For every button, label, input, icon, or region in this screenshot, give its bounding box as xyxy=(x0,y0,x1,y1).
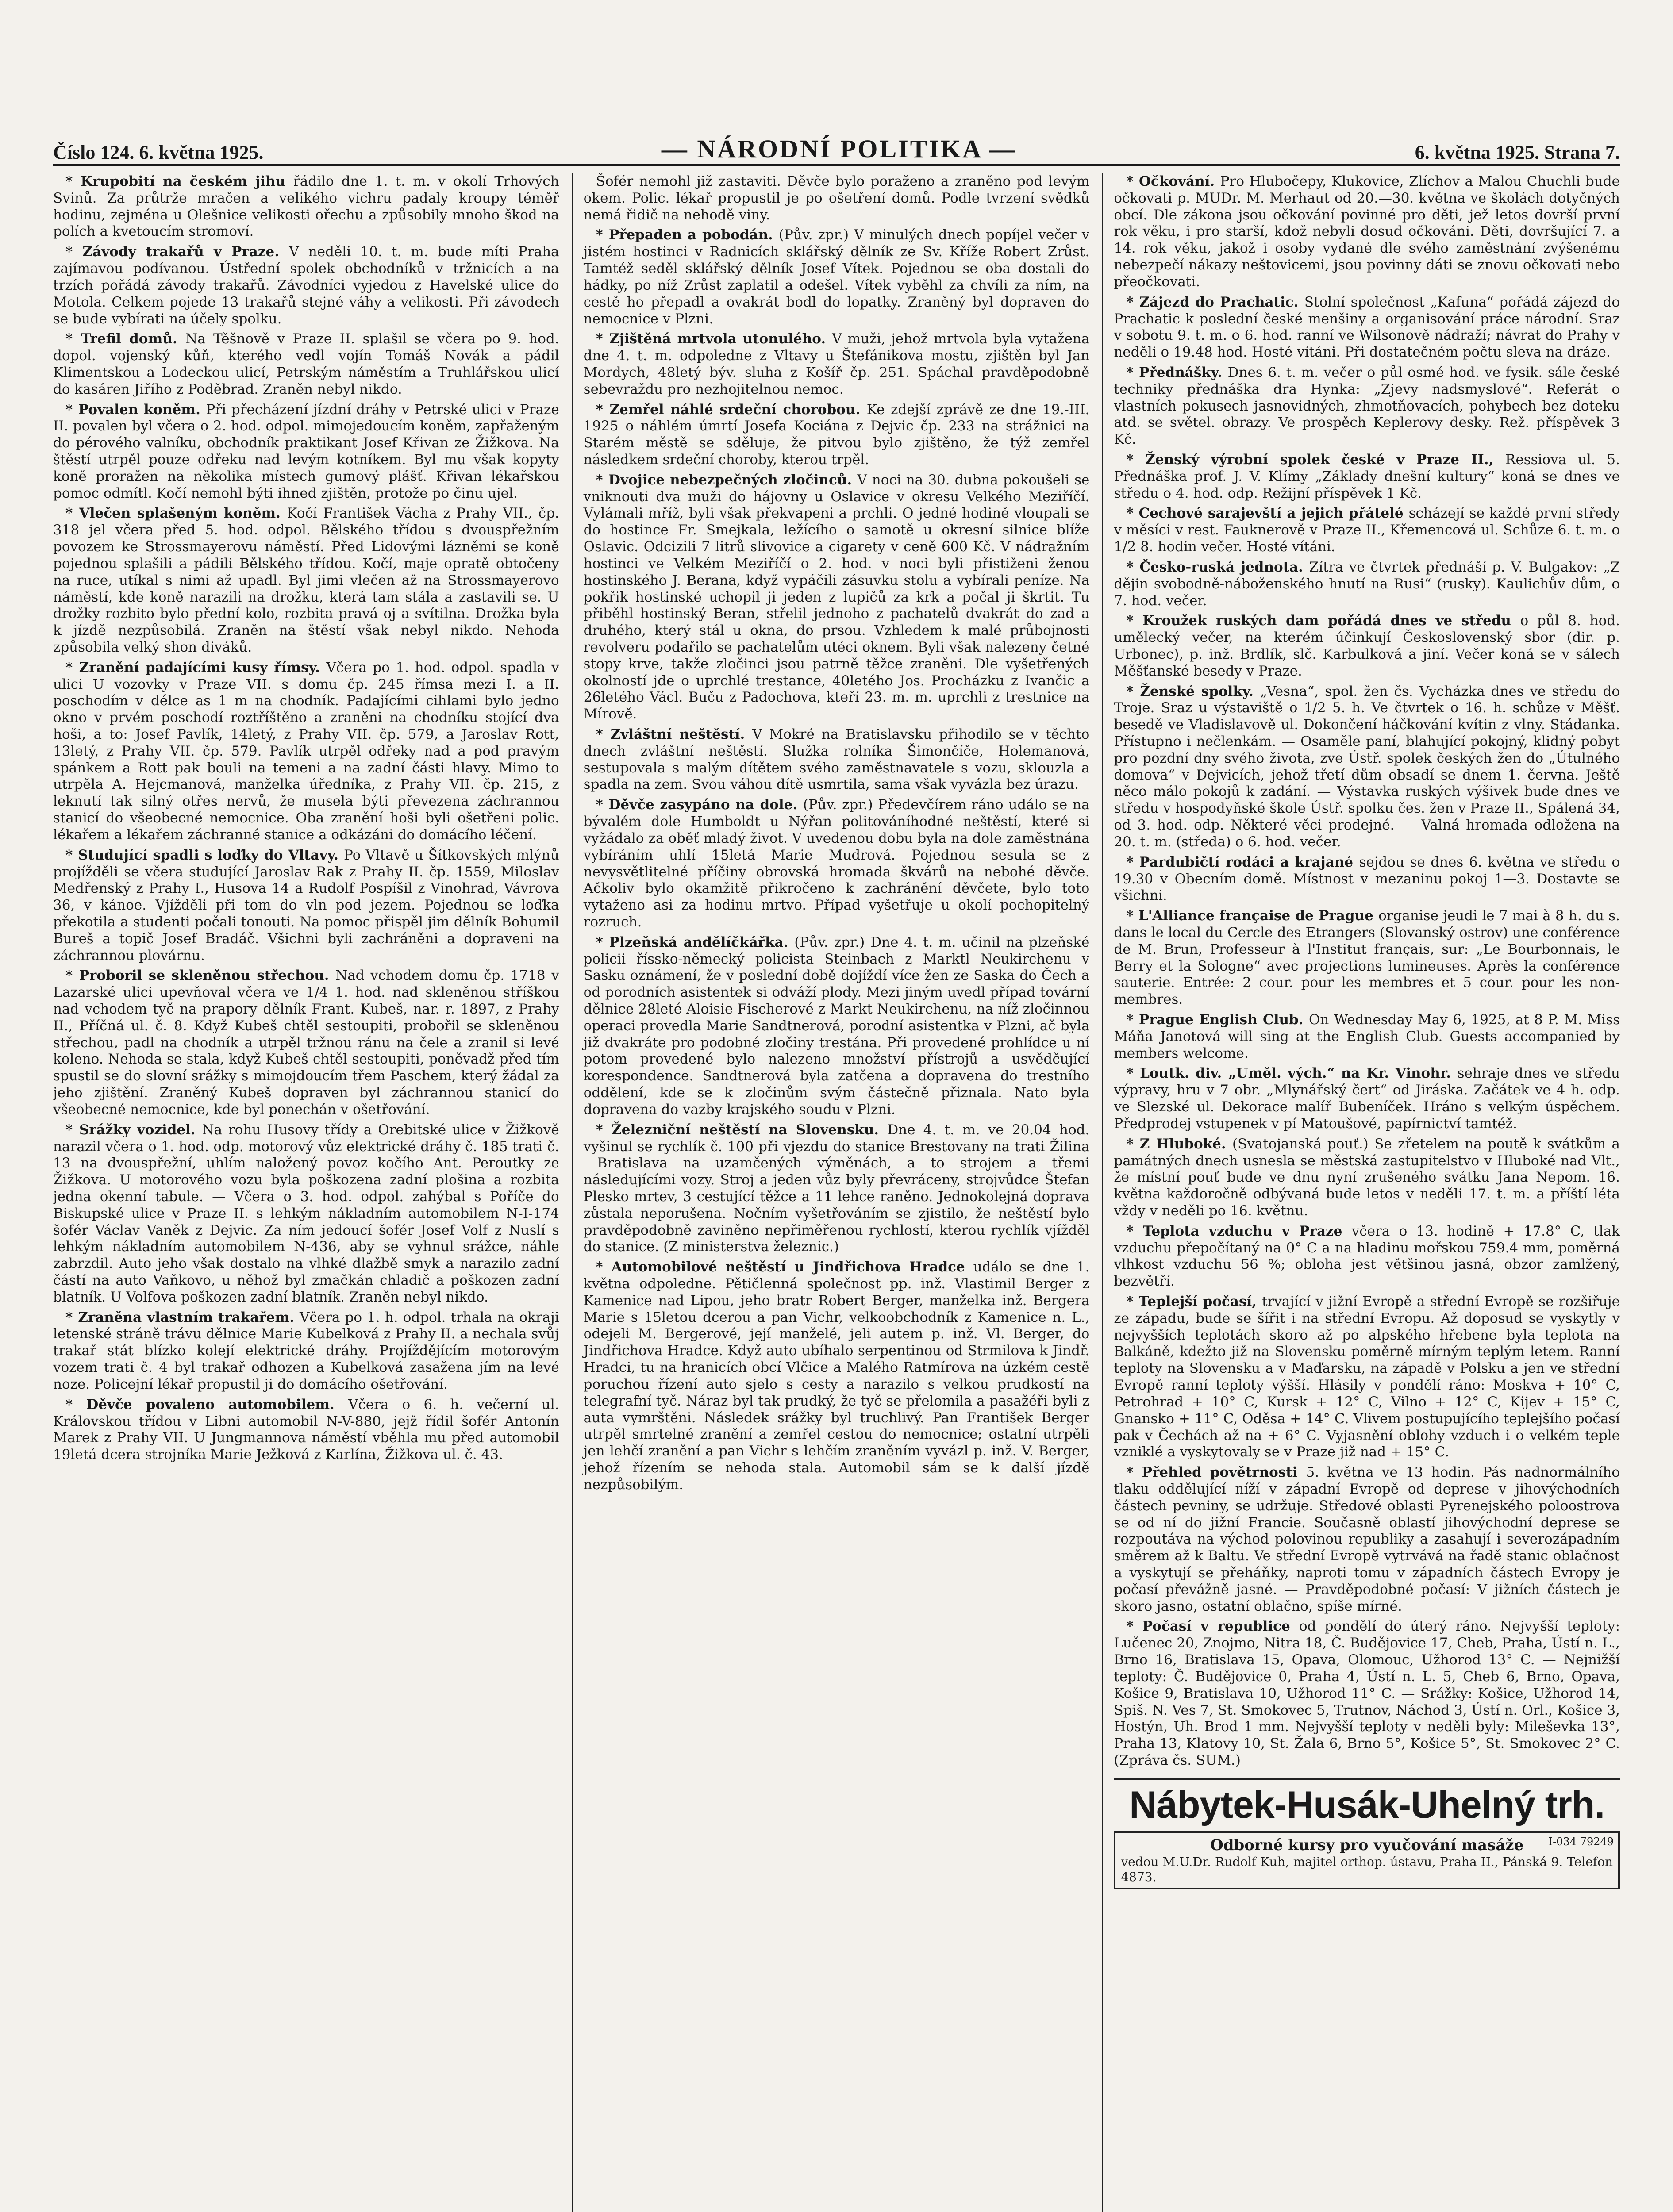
article-text: 5. května ve 13 hodin. Pás nadnormálního tlaku oddělující níží v západní Evropě od deprese v jihovýchodních částech pevniny, se udržuje. Středové oblasti Pyrenejského poloostrova se od ní do jižní Francie. Současně oblastí jihovýchodní deprese se rozpoutáva na východ polovinou republiky a zasahují i severozápadním směrem až k Baltu. Ve střední Evropě vytrvává na řadě stanic oblačnost a vyskytují se přeháňky, naproti tomu v západních částech Evropy je počasí převážně jasné. — Pravděpodobné počasí: V jižních částech je skoro jasno, ostatní oblačno, spíše mírné. xyxy=(1114,1464,1620,1614)
article-text: Pro Hlubočepy, Klukovice, Zlíchov a Malou Chuchli bude očkovati p. MUDr. M. Merhaut od 20.—30. května ve školách dotyčných obcí. Dle zákona jsou očkování povinné pro děti, jež letos dovrší první rok věku, i pro starší, kdož nebyli dosud očkováni. Děti, dovršující 7. a 14. rok věku, jakož i osoby vydané dle svého zaměstnání zvýšenému nebezpečí nákazy neštovicemi, jsou povinny dáti se znovu očkovati nebo přeočkovati. xyxy=(1114,173,1620,290)
course-ad xyxy=(1114,1831,1620,1889)
article xyxy=(53,402,559,502)
article-text: Na rohu Husovy třídy a Orebitské ulice v Žižkově narazil včera o 1. hod. odp. motorový vůz elektrické dráhy č. 185 trati č. 13 na dvouspřežní, uhlím naložený povoz kočího Ant. Peroutky ze Žižkova. U motorového vozu byla poškozena zadní plošina a rozbita jedna okenní tabule. — Včera o 3. hod. odpol. zahýbal s Poříče do Biskupské ulice v Praze II. s lehkým nákladním automobilem N-I-174 šofér Václav Vaněk z Dejvic. Za ním jedoucí šofér Josef Volf z Nuslí s lehkým nákladním automobilem N-436, aby se vyhnul srážce, náhle zabrzdil. Auto jeho však dostalo na vlhké dlažbě smyk a narazilo zadní částí na auto Vaňkovo, u něhož byl zmačkán chladič a poškozen zadní blatník. U Volfova poškozen zadní blatník. Zraněn nebyl nikdo. xyxy=(53,1121,559,1305)
article xyxy=(584,227,1090,327)
article-headline: * Krupobití na českém jihu xyxy=(65,173,293,189)
article-text: sejdou se dnes 6. května ve středu o 19.30 v Obecním domě. Místnost v mezaninu pokoj 1—3. Dostavte se všichni. xyxy=(1114,854,1620,904)
article-headline: * Zemřel náhlé srdeční chorobou. xyxy=(596,401,867,418)
article-headline: * Zjištěná mrtvola utonulého. xyxy=(596,331,832,347)
article xyxy=(584,402,1090,469)
article-text: (Pův. zpr.) V minulých dnech popíjel večer v jistém hostinci v Radnicích sklářský dělník ze Sv. Kříže Robert Zrůst. Tamtéž seděl sklářský dělník Josef Vítek. Pojednou se oba dostali do hádky, po níž Zrůst zaplatil a odešel. Vítek vyběhl za chvíli za ním, na cestě ho přepadl a ovakrát bodl do lopatky. Zraněný byl dopraven do nemocnice v Plzni. xyxy=(583,227,1090,327)
article-text: Včera po 1. hod. odpol. spadla v ulici U vozovky v Praze VII. s domu čp. 245 římsa mezi I. a II. poschodím v délce as 1 m na chodník. Padajícími cihlami bylo jedno okno v prvém poschodí roztříštěno a zraněni na chodníku stojící dva hoši, a to: Josef Pavlík, 14letý, z Prahy VII. čp. 579, a Jaroslav Rott, 13letý, z Prahy VII. čp. 579. Pavlík utrpěl odřeky nad a pod pravým spánkem a Rott pak bouli na temeni a na zadní části hlavy. Mimo to utrpěla A. Hejcmanová, manželka úředníka, z Prahy VII. čp. 215, z leknutí tak silný otřes nervů, že musela býti převezena záchrannou stanicí do všeobecné nemocnice. Oba zranění hoši byli ošetřeni polic. lékařem a lékařem záchranné stanice a odkázáni do domácího léčení. xyxy=(53,659,559,843)
article-text: včera o 13. hodině + 17.8° C, tlak vzduchu přepočítaný na 0° C a na hladinu mořskou 759.4 mm, poměrná vlhkost vzduchu 56 %; obloha jest většinou jasná, obzor zamlžený, bezvětří. xyxy=(1114,1223,1620,1290)
advertisement xyxy=(1114,1778,1620,1890)
article xyxy=(53,1122,559,1306)
article-text: událo se dne 1. května odpoledne. Pětičlenná společnost pp. inž. Vlastimil Berger z Kamenice nad Lipou, jeho bratr Robert Berger, manželka inž. Bergera Marie s 15letou dcerou a pan Vichr, velkoobchodník z Kamenice n. L., odejeli M. Bergerové, její manželé, jeli autem p. inž. Vl. Berger, do Jindřichova Hradce. Když auto ubíhalo serpentinou od Strmilova k Jindř. Hradci, tu na hranicích obcí Vlčice a Malého Ratmírova na úzkém cestě poruchou řízení auto sjelo s cesty a narazilo s velkou prudkostí na telegrafní tyč. Náraz byl tak prudký, že tyč se přelomila a pasažéři byli z auta vymrštěni. Následek srážky byl truchlivý. Pan František Berger utrpěl smrtelné zranění a zemřel cestou do nemocnice; ostatní utrpěli jen lehčí zranění a pan Vichr s lehčím zraněním vyvázl p. inž. V. Berger, jehož řízením se nehoda stala. Automobil sám se k další jízdě nezpůsobilým. xyxy=(583,1259,1090,1493)
article-text: (Pův. zpr.) Dne 4. t. m. učinil na plzeňské policii říssko-německý policista Steinbach z Marktl Neukirchenu v Sasku oznámení, že v poslední době dojíždí více žen ze Saska do Čech a od porodních asistentek si odváží plody. Mezi jiným uvedl případ tovární dělnice 28leté Aloisie Fischerové z Markt Neukirchenu, na níž zločinnou operaci provedla Marie Sandtnerová, porodní asistentka v Plzni, ač byla již dvakráte pro podobné zločiny trestána. Při provedené prohlídce u ní potom provedené bylo nalezeno množství přístrojů a usvědčující korespondence. Sandtnerová byla zatčena a dopravena do trestního oddělení, kde se k zločinům svým částečně přiznala. Nato byla dopravena do vazby krajského soudu v Plzni. xyxy=(583,934,1090,1118)
article-text: Ke zdejší zprávě ze dne 19.-III. 1925 o náhlém úmrtí Josefa Kociána z Dejvic čp. 233 na strážnici na Starém městě se sděluje, že pitvou bylo zjištěno, že týž zemřel následkem srdeční choroby, kterou trpěl. xyxy=(583,401,1090,468)
article-headline: * Povalen koněm. xyxy=(65,401,206,418)
article-text: (Pův. zpr.) Předevčírem ráno událo se na bývalém dole Humboldt u Nýřan politováníhodné neštěstí, které si vyžádalo za oběť mladý život. V uvedenou dobu byla na dole zaměstnána vybíráním uhlí 15letá Marie Mudrová. Pojednou sesula se z nevysvětlitelné příčiny obrovská hromada škvárů na nebohé děvče. Ačkoliv bylo okamžitě přikročeno k zachránění děvčete, bylo toto vytaženo asi za hodinu mrtvo. Případ vyšetřuje u okolí pochopitelný rozruch. xyxy=(583,797,1090,930)
article-headline: * Zájezd do Prachatic. xyxy=(1126,294,1304,310)
article-text: řádilo dne 1. t. m. v okolí Trhových Svinů. Za průtrže mračen a velikého vichru padaly kroupy téměř hodinu, zejména u Olešnice velikosti ořechu a způsobily mnoho škod na polích a kvetoucím stromoví. xyxy=(53,173,559,240)
article xyxy=(53,244,559,327)
article xyxy=(1114,1012,1620,1062)
article-text: V neděli 10. t. m. bude míti Praha zajímavou podívanou. Ústřední spolek obchodníků v tržnicích a na trzích pořádá závody trakařů. Závodníci vyjedou z Havelské ulice do Motola. Celkem pojede 13 trakařů stejné váhy a velikosti. Při závodech se bude vybírati na účely spolku. xyxy=(53,244,559,327)
article xyxy=(53,847,559,964)
article-headline: * Kroužek ruských dam pořádá dnes ve středu xyxy=(1126,613,1520,629)
article-headline: * Vlečen splašeným koněm. xyxy=(65,505,287,522)
article-headline: * Teplejší počasí, xyxy=(1126,1294,1262,1310)
article-headline: * Závody trakařů v Praze. xyxy=(65,244,289,260)
article-headline: * Trefil domů. xyxy=(65,331,185,347)
article-headline: * Přehled povětrnosti xyxy=(1126,1464,1306,1481)
article-headline: * Cechové sarajevští a jejich přátelé xyxy=(1126,505,1409,522)
article-headline: * Počasí v republice xyxy=(1126,1618,1299,1635)
page-info: 6. května 1925. Strana 7. xyxy=(1415,142,1620,163)
page-header xyxy=(53,133,1620,166)
article xyxy=(53,1397,559,1463)
article xyxy=(1114,1618,1620,1769)
article-headline: * Zraněna vlastním trakařem. xyxy=(65,1309,300,1325)
article xyxy=(1114,1136,1620,1220)
article-headline: * Ženský výrobní spolek české v Praze II., xyxy=(1126,452,1506,468)
article-headline: * L'Alliance française de Prague xyxy=(1126,908,1379,924)
article xyxy=(1114,908,1620,1008)
article-text: Při přecházení jízdní dráhy v Petrské ulici v Praze II. povalen byl včera o 2. hod. odpol. mimojedoucím koněm, zapřaženým do pérového valníku, obchodník praktikant Josef Křivan ze Žižkova. Na štěstí utrpěl pouze odřeku nad levým kotníkem. Byl mu však kopyty koně proražen na několika místech gumový plášť. Křivan lékařskou pomoc odmítl. Kočí nemohl býti ihned zjištěn, protože po činu ujel. xyxy=(53,401,559,501)
article xyxy=(584,934,1090,1118)
article-headline: * Zranění padajícími kusy římsy. xyxy=(65,659,327,676)
article-headline: * Studující spadli s loďky do Vltavy. xyxy=(65,847,344,863)
article-headline: * Prague English Club. xyxy=(1126,1012,1309,1028)
article-text: V muži, jehož mrtvola byla vytažena dne 4. t. m. odpoledne z Vltavy u Štefánikova mostu, zjištěn byl Jan Mordych, 48letý býv. sluha z Košíř čp. 251. Spáchal pravděpodobně sebevraždu pro nezhojitelnou nemoc. xyxy=(583,331,1090,397)
article-text: Šofér nemohl již zastaviti. Děvče bylo poraženo a zraněno pod levým okem. Polic. lékař propustil je po ošetření domů. Podle tvrzení svědků nemá řidič na nehodě viny. xyxy=(583,173,1090,223)
article-text: „Vesna“, spol. žen čs. Vycházka dnes ve středu do Troje. Sraz u výstaviště o 1/2 5. h. Ve čtvrtek o 16. h. schůze v Měšť. besedě ve Vladislavově ul. Dokončení háčkování kvítin z vlny. Stádanka. Přístupno i nečlenkám. — Osaměle paní, blahující pokojný, klidný pobyt pro pozdní dny svého života, zve Ústř. spolek českých žen do „Útulného domova“ v Dejvicích, jehož třetí dům obsadí se dnem 1. června. Ještě něco málo pokojů k zadání. — Výstavka ruských výšivek bude dnes ve středu v hospodyňské škole Ústř. spolku čes. žen v Praze II., Spálená 34, od 3. hod. odp. Některé věci prodejné. — Valná hromada odložena na 20. t. m. (středa) o 6. hod. večer. xyxy=(1114,683,1620,850)
article-headline: * Zvláštní neštěstí. xyxy=(596,726,753,742)
article-text: organise jeudi le 7 mai à 8 h. du s. dans le local du Cercle des Etrangers (Slovanský ostrov) une conférence de M. Brun, Professeur à l'Institut français, sur: „Le Bourbonnais, le Berry et la Sologne“ avec projections lumineuses. Après la conférence sauterie. Entrée: 2 cour. pour les membres et 5 cour. pour les non-membres. xyxy=(1114,908,1620,1008)
article-headline: * Proboril se skleněnou střechou. xyxy=(65,968,336,984)
article-text: sehraje dnes ve středu výpravy, hru v 7 obr. „Mlynářský čert“ od Jiráska. Začátek ve 4 h. odp. ve Slezské ul. Dekorace malíř Bubeníček. Hráno s velkým úspěchem. Předprodej vstupenek v pí Matoušové, papírnictví tamtéž. xyxy=(1114,1065,1620,1132)
article xyxy=(1114,1464,1620,1615)
article xyxy=(1114,294,1620,361)
article xyxy=(1114,1223,1620,1290)
article xyxy=(1114,365,1620,448)
article-text: Včera po 1. h. odpol. trhala na okraji letenské stráně trávu dělnice Marie Kubelková z Prahy II. a nechala svůj trakař stát blízko kolejí elektrické dráhy. Projíždějícím motorovým vozem trati č. 4 byl trakař odhozen a Kubelková zasažena jím na levé noze. Policejní lékař propustil ji do domácího ošetřování. xyxy=(53,1309,559,1392)
article-headline: * Očkování. xyxy=(1126,173,1220,189)
article-text: V noci na 30. dubna pokoušeli se vniknouti dva muži do hájovny u Oslavice v okresu Velkého Meziříčí. Vylámali mříž, byli však překvapeni a prchli. O jedné hodině vloupali se do hostince Fr. Smejkala, ležícího o samotě u okresní silnice blíže Oslavic. Odcizili 7 litrů slivovice a cigarety v ceně 600 Kč. V nádražním hostinci ve Velkém Meziříčí o 2. hod. v noci byli přistiženi ženou hostinského J. Berana, když vypáčili zásuvku stolu a vybírali peníze. Na pokřik hostinské uchopil ji jeden z lupičů za krk a počal ji škrtit. Tu přiběhl hostinský Beran, střelil jednoho z pachatelů dvakrát do zad a druhého, který stál u okna, do prsou. Vzhledem k malé průbojnosti revolveru podařilo se pachatelům utéci oknem. Byli však nalezeny četné stopy krve, takže zločinci jsou patrně těžce zraněni. Dle vyšetřených okolností jde o uprchlé trestance, 40letého Jos. Procházku z Ivančic a 26letého Václ. Buču z Padochova, kteří 23. m. m. uprchli z trestnice na Mírově. xyxy=(583,472,1090,722)
article xyxy=(53,331,559,398)
article xyxy=(53,1310,559,1393)
article xyxy=(53,505,559,656)
article xyxy=(1114,559,1620,609)
article-headline: * Pardubičtí rodáci a krajané xyxy=(1126,854,1359,870)
column-2 xyxy=(572,173,1090,2212)
article xyxy=(584,331,1090,398)
column-1 xyxy=(53,173,559,2212)
article xyxy=(53,173,559,240)
article xyxy=(1114,452,1620,502)
ad-number: I-034 79249 xyxy=(1548,1836,1614,1848)
article-headline: * Srážky vozidel. xyxy=(65,1121,202,1138)
article-text: od pondělí do úterý ráno. Nejvyšší teploty: Lučenec 20, Znojmo, Nitra 18, Č. Budějovice 17, Cheb, Praha, Ústí n. L., Brno 16, Bratislava 15, Opava, Olomouc, Užhorod 13° C. — Nejnižší teploty: Č. Budějovice 0, Praha 4, Ústí n. L. 5, Cheb 6, Brno, Opava, Košice 9, Bratislava 10, Užhorod 11° C. — Srážky: Košice, Užhorod 14, Spiš. N. Ves 7, St. Smokovec 5, Trutnov, Náchod 3, Ústí n. Orl., Košice 3, Hostýn, Uh. Brod 1 mm. Nejvyšší teploty v neděli byly: Mileševka 13°, Praha 13, Klatovy 10, St. Žala 6, Brno 5°, Košice 5°, St. Smokovec 2° C. (Zpráva čs. SUM.) xyxy=(1114,1618,1620,1768)
article xyxy=(1114,1065,1620,1132)
article-text: V Mokré na Bratislavsku přihodilo se v těchto dnech zvláštní neštěstí. Služka rolníka Šimončíče, Holemanová, sestupovala s malým dítětem svého zaměstnavatele s vozu, sklouzla a spadla na zem. Svou váhou dítě usmrtila, sama však vyvázla bez úrazu. xyxy=(583,726,1090,793)
article-headline: * Z Hluboké. xyxy=(1126,1136,1232,1152)
article-text: o půl 8. hod. umělecký večer, na kterém účinkují Československý sbor (dir. p. Urbonec), p. inž. Brdlík, slč. Karbulková a jiní. Večer koná se v sálech Měšťanské besedy v Praze. xyxy=(1114,613,1620,679)
article-headline: * Přednášky. xyxy=(1126,364,1228,380)
article-text: Dne 4. t. m. ve 20.04 hod. vyšinul se rychlík č. 100 při vjezdu do stanice Brestovany na trati Žilina—Bratislava na uzamčených výměnách, a to strojem a třemi následujícími vozy. Stroj a jeden vůz byly převráceny, strojvůdce Štefan Plesko mrtev, 3 cestující těžce a 11 lehce raněno. Jednokolejná doprava zůstala neporušena. Nočním vyšetřováním se zjistilo, že neštěstí bylo pravděpodobně zaviněno nepřiměřenou rychlostí, kterou rychlík vjížděl do stanice. (Z ministerstva železnic.) xyxy=(583,1121,1090,1255)
article xyxy=(584,726,1090,793)
article-text: Zítra ve čtvrtek přednáší p. V. Bulgakov: „Z dějin svobodně-náboženského hnutí na Rusi“ (rusky). Kaulichův dům, o 7. hod. večer. xyxy=(1114,559,1620,609)
course-ad-head: Odborné kursy pro vyučování masáže xyxy=(1210,1836,1524,1855)
article-text: Po Vltavě u Šítkovských mlýnů projížděli se včera studující Jaroslav Rak z Prahy II. čp. 1559, Miloslav Medřenský z Prahy I., Husova 14 a Rudolf Pospíšil z Vinohrad, Vávrova 36, v kánoe. Vjížděli při tom do vln pod jezem. Pojednou se loďka překotila a studenti počali tonouti. Na pomoc přispěl jim dělník Bohumil Bureš a topič Josef Bradáč. Všichni byli zachráněni a dopraveni na záchrannou plovárnu. xyxy=(53,847,559,964)
article xyxy=(1114,684,1620,851)
article xyxy=(584,1259,1090,1493)
article-headline: * Přepaden a pobodán. xyxy=(596,227,779,243)
article xyxy=(1114,173,1620,291)
article xyxy=(584,1122,1090,1256)
article-headline: * Teplota vzduchu v Praze xyxy=(1126,1223,1352,1239)
article xyxy=(584,797,1090,931)
article-text: scházejí se každé první středy v měsíci v rest. Fauknerově v Praze II., Křemencová ul. Schůze 6. t. m. o 1/2 8. hodin večer. Hosté vítáni. xyxy=(1114,505,1620,555)
article xyxy=(1114,613,1620,680)
article-text: Včera o 6. h. večerní ul. Královskou třídou v Libni automobil N-V-880, jejž řídil šofér Antonín Marek z Prahy VII. U Jungmannova náměstí vběhla mu před automobil 19letá dcera strojníka Marie Ježková z Karlína, Žižkova ul. č. 43. xyxy=(53,1396,559,1463)
ad-title: Nábytek-Husák-Uhelný trh. xyxy=(1129,1783,1605,1826)
article-columns xyxy=(53,173,1620,2212)
article-text: Na Těšnově v Praze II. splašil se včera po 9. hod. dopol. vojenský kůň, kterého vedl vojín Tomáš Novák a pádil Klimentskou a Lodeckou ulicí, Petrským náměstím a Truhlářskou ulicí do kasáren Jiřího z Poděbrad. Zraněn nebyl nikdo. xyxy=(53,331,559,397)
article-text: Nad vchodem domu čp. 1718 v Lazarské ulici upevňoval včera ve 1/4 1. hod. nad skleněnou stříškou nad vchodem tyč na prapory dělník Frant. Kubeš, nar. r. 1897, z Prahy II., Příčná ul. č. 8. Když Kubeš chtěl sestoupiti, probořil se skleněnou střechou, padl na chodník a utrpěl tržnou ránu na čele a zranil si levé koleno. Nehoda se stala, když Kubeš chtěl sestoupiti, poněvadž před tím spustil se do slovní srážky s mimojdoucím třem Paschem, který žádal za jeho zjištění. Zraněný Kubeš dopraven byl záchrannou stanicí do všeobecné nemocnice, kde byl ponechán v ošetřování. xyxy=(53,968,559,1118)
article-headline: * Ženské spolky. xyxy=(1126,683,1260,699)
article-headline: * Děvče povaleno automobilem. xyxy=(65,1396,348,1413)
newspaper-title: — NÁRODNÍ POLITIKA — xyxy=(661,134,1017,163)
article-text: Ressiova ul. 5. Přednáška prof. J. V. Klímy „Základy dnešní kultury“ koná se dnes ve středu o 4. hod. odp. Režijní příspěvek 1 Kč. xyxy=(1114,452,1620,501)
article-headline: * Plzeňská andělíčkářka. xyxy=(596,934,795,950)
article-headline: * Loutk. div. „Uměl. vých.“ na Kr. Vinohr. xyxy=(1126,1065,1458,1082)
article xyxy=(1114,1294,1620,1461)
column-3 xyxy=(1102,173,1620,2212)
article xyxy=(53,660,559,844)
article-text: Kočí František Vácha z Prahy VII., čp. 318 jel včera před 5. hod. odpol. Bělského třídou s dvouspřežním povozem ke Strossmayerovu náměstí. Před Lidovými lázněmi se koně pojednou splašili a pádili Bělského třídou. Kočí, maje opratě obtočeny na ruce, utíkal s nimi až upadl. Byl jimi vlečen až na Strossmayerovo náměstí, kde koně narazili na drožku, která tam stála a zastavili se. U drožky rozbito bylo přední kolo, rozbita pravá oj a svítilna. Drožka byla k jízdě nezpůsobilá. Zraněn na štěstí však nebyl nikdo. Nehoda způsobila velký shon diváků. xyxy=(53,505,559,655)
article-text: Stolní společnost „Kafuna“ pořádá zájezd do Prachatic k poslední české menšiny a organisování práce národní. Sraz v sobotu 9. t. m. o 6. hod. ranní ve Wilsonově nádraží; návrat do Prahy v neděli o 19.48 hod. Hosté vítáni. Při dostatečném počtu sleva na dráze. xyxy=(1114,294,1620,361)
course-ad-text: vedou M.U.Dr. Rudolf Kuh, majitel orthop. ústavu, Praha II., Pánská 9. Telefon 4873. xyxy=(1121,1855,1613,1884)
article-text: (Svatojanská pouť.) Se zřetelem na poutě k svátkům a památných dnech usnesla se městská zastupitelstvo v Hluboké nad Vlt., že místní pouť bude ve dnu nyní zrušeného svátku Jana Nepom. 16. května každoročně odbývaná bude letos v neděli 17. t. m. a příští léta vždy v neděli po 16. květnu. xyxy=(1114,1136,1620,1219)
article-headline: * Děvče zasypáno na dole. xyxy=(596,797,803,813)
article-headline: * Dvojice nebezpečných zločinců. xyxy=(596,472,858,488)
article-text: trvající v jižní Evropě a střední Evropě se rozšiřuje ze západu, bude se šířit i na střední Evropu. Až doposud se vyskytly v nejvyšších teplotách skoro až po alpského hřebene byla teplota na Balkáně, kdežto již na Slovensku poměrně mírným teplým letem. Ranní teploty na Slovensku a v Maďarsku, na západě v Polsku a jen ve střední Evropě ranní teploty výšší. Hlásily v pondělí ráno: Moskva + 10° C, Petrohrad + 10° C, Kursk + 12° C, Vilno + 12° C, Kijev + 15° C, Gnansko + 11° C, Oděsa + 14° C. Vlivem postupujícího teplejšího počasí pak v Čechách až na + 6° C. Vyjasnění oblohy vzduch i o velkém teple vzniklé a vyskytovaly se v Praze již nad + 15° C. xyxy=(1114,1294,1620,1460)
article-headline: * Železniční neštěstí na Slovensku. xyxy=(596,1121,888,1138)
article xyxy=(584,472,1090,723)
article-headline: * Automobilové neštěstí u Jindřichova Hradce xyxy=(596,1259,973,1275)
article xyxy=(1114,505,1620,555)
article xyxy=(584,173,1090,223)
issue-info: Číslo 124. 6. května 1925. xyxy=(53,142,264,163)
article-text: Dnes 6. t. m. večer o půl osmé hod. ve fysik. sále české techniky přednáška dra Hynka: „Zjevy nadsmyslové“. Referát o vlastních pokusech jasnovidných, zhmotňovacích, pohybech bez doteku atd. se světel. obrazy. Ve prospěch Keplerovy desky. Rež. příspěvek 3 Kč. xyxy=(1114,364,1620,448)
article xyxy=(53,968,559,1118)
article-headline: * Česko-ruská jednota. xyxy=(1126,559,1309,575)
article xyxy=(1114,854,1620,904)
article-text: On Wednesday May 6, 1925, at 8 P. M. Miss Máňa Janotová will sing at the English Club. Guests accompanied by members welcome. xyxy=(1114,1012,1620,1061)
